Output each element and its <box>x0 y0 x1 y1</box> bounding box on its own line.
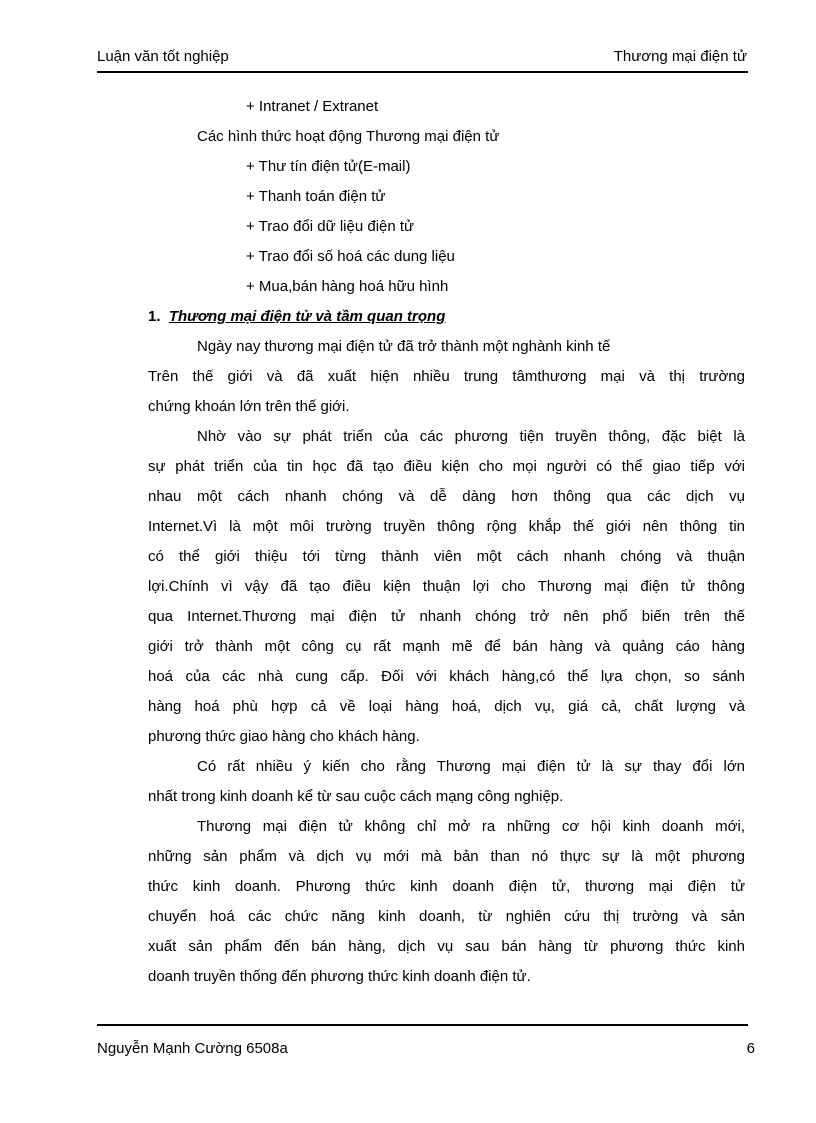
header-topic: Thương mại điện tử <box>613 48 747 65</box>
body-line: sự phát triển của tin học đã tạo điều kiện cho mọi người có thể giao tiếp với <box>148 458 745 475</box>
forms-heading: Các hình thức hoạt động Thương mại điện tử <box>197 128 500 145</box>
body-line: Thương mại điện tử không chỉ mở ra những cơ hội kinh doanh mới, <box>197 818 745 835</box>
body-line: lợi.Chính vì vậy đã tạo điều kiện thuận lợi cho Thương mại điện tử thông <box>148 578 745 595</box>
body-line: doanh truyền thống đến phương thức kinh doanh điện tử. <box>148 968 531 985</box>
header-divider <box>97 71 748 73</box>
body-line: Trên thế giới và đã xuất hiện nhiều trung tâmthương mại và thị trường <box>148 368 745 385</box>
body-line: chứng khoán lớn trên thế giới. <box>148 398 350 415</box>
body-line: chuyển hoá các chức năng kinh doanh, từ nghiên cứu thị trường và sản <box>148 908 745 925</box>
footer-author: Nguyễn Mạnh Cường 6508a <box>97 1040 288 1057</box>
list-item-data-exchange: + Trao đổi dữ liệu điện tử <box>246 218 415 235</box>
footer-divider <box>97 1024 748 1026</box>
list-item-digital-content: + Trao đổi số hoá các dung liệu <box>246 248 455 265</box>
body-line: Internet.Vì là một môi trường truyền thông rộng khắp thế giới nên thông tin <box>148 518 745 535</box>
body-line: phương thức giao hàng cho khách hàng. <box>148 728 420 745</box>
body-line: Ngày nay thương mại điện tử đã trở thành một nghành kinh tế <box>197 338 611 355</box>
body-line: Có rất nhiều ý kiến cho rằng Thương mại điện tử là sự thay đổi lớn <box>197 758 745 775</box>
list-item-intranet: + Intranet / Extranet <box>246 98 379 115</box>
section-heading <box>148 307 445 327</box>
body-line: hàng hoá phù hợp cả về loại hàng hoá, dịch vụ, giá cả, chất lượng và <box>148 698 745 715</box>
header-document-title: Luận văn tốt nghiệp <box>97 48 229 65</box>
body-line: xuất sản phẩm đến bán hàng, dịch vụ sau bán hàng từ phương thức kinh <box>148 938 745 955</box>
section-title: Thương mại điện tử và tầm quan trọng <box>168 308 446 325</box>
section-number: 1. <box>148 308 161 325</box>
body-line: hoá của các nhà cung cấp. Đối với khách hàng,có thể lựa chọn, so sánh <box>148 668 745 685</box>
body-line: thức kinh doanh. Phương thức kinh doanh điện tử, thương mại điện tử <box>148 878 745 895</box>
list-item-tangible-goods: + Mua,bán hàng hoá hữu hình <box>246 278 449 295</box>
body-line: nhau một cách nhanh chóng và dễ dàng hơn thông qua các dịch vụ <box>148 488 745 505</box>
body-line: có thể giới thiệu tới từng thành viên một cách nhanh chóng và thuận <box>148 548 745 565</box>
body-line: Nhờ vào sự phát triển của các phương tiện truyền thông, đặc biệt là <box>197 428 745 445</box>
body-line: những sản phẩm và dịch vụ mới mà bản than nó thực sự là một phương <box>148 848 745 865</box>
page-number: 6 <box>746 1040 755 1057</box>
body-line: nhất trong kinh doanh kể từ sau cuộc cách mạng công nghiệp. <box>148 788 564 805</box>
body-line: giới trở thành một công cụ rất mạnh mẽ để bán hàng và quảng cáo hàng <box>148 638 745 655</box>
list-item-email: + Thư tín điện tử(E-mail) <box>246 158 411 175</box>
body-line: qua Internet.Thương mại điện tử nhanh chóng trở nên phổ biến trên thế <box>148 608 745 625</box>
list-item-payment: + Thanh toán điện tử <box>246 188 386 205</box>
